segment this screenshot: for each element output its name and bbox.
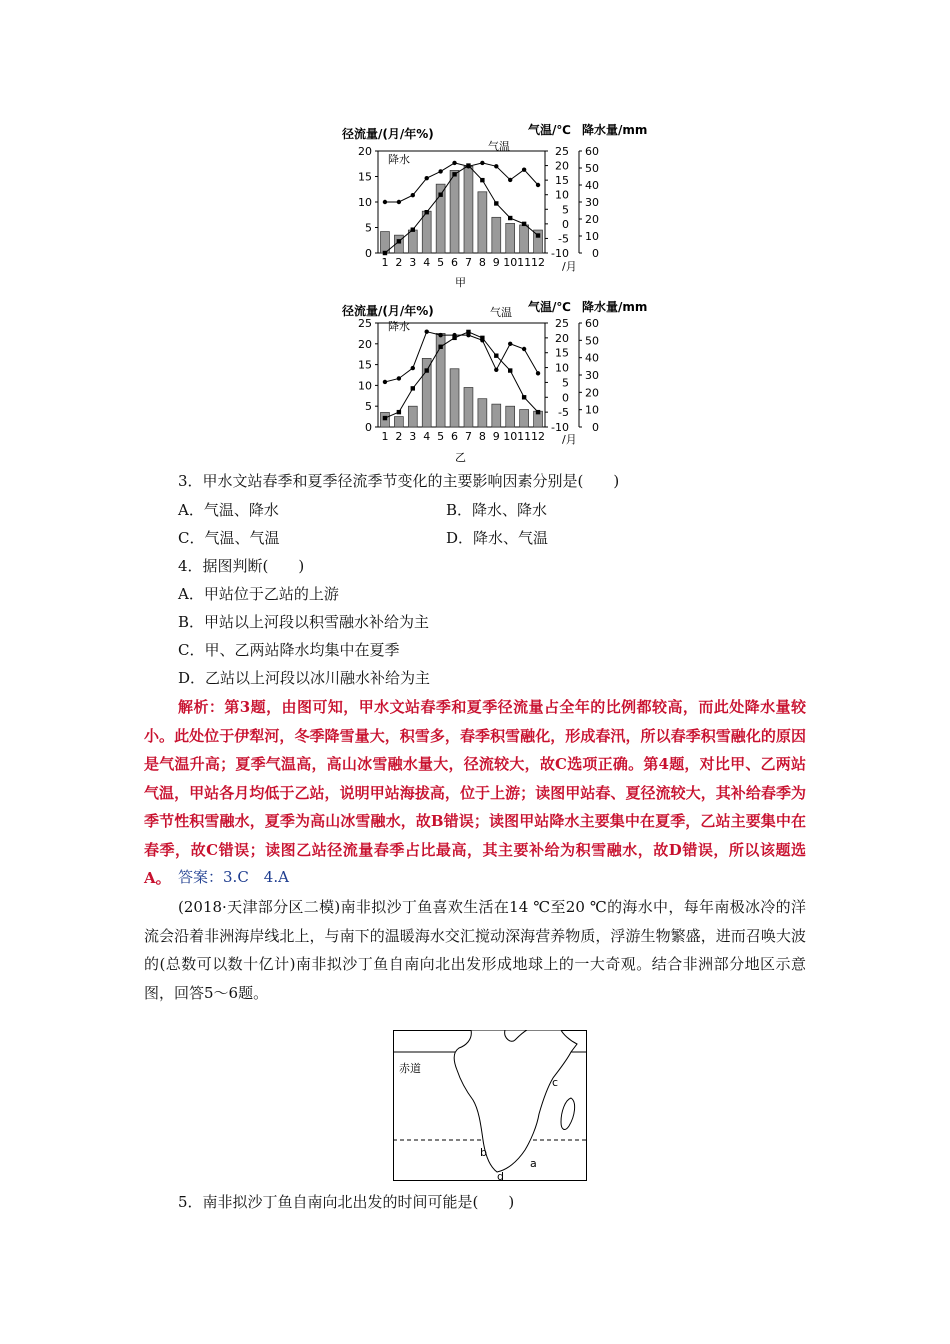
precip-tick-label: 50 — [585, 162, 599, 175]
temp-point — [383, 416, 387, 420]
month-label: 3 — [409, 256, 417, 269]
y-right-label: 降水量/mm — [582, 300, 648, 314]
temp-point — [466, 163, 470, 167]
temp-tick-label: 20 — [555, 159, 569, 173]
temp-point — [397, 239, 401, 243]
runoff-bar — [520, 410, 529, 427]
map-label-b: b — [480, 1146, 487, 1159]
temp-point — [411, 227, 415, 231]
temp-line — [385, 166, 538, 253]
precip-point — [536, 183, 540, 187]
question-5-stem: 5．南非拟沙丁鱼自南向北出发的时间可能是( ) — [178, 1193, 515, 1211]
q4-option-c: C．甲、乙两站降水均集中在夏季 — [178, 641, 400, 659]
y-left-label: 径流量/(月/年%) — [342, 304, 434, 318]
temp-tick-label: -5 — [558, 406, 569, 420]
precip-tick-label: 0 — [592, 421, 599, 434]
runoff-tick-label: 5 — [365, 400, 372, 414]
runoff-bar — [422, 211, 431, 253]
precip-tick-label: 0 — [592, 247, 599, 260]
month-label: 12 — [531, 430, 546, 443]
precip-tick-label: 30 — [585, 369, 599, 382]
temp-point — [522, 395, 526, 399]
precip-point — [397, 376, 401, 380]
temp-point — [480, 336, 484, 340]
precip-point — [425, 329, 429, 333]
question-3-stem: 3．甲水文站春季和夏季径流季节变化的主要影响因素分别是( ) — [178, 472, 620, 490]
y-mid-label: 气温/℃ — [528, 123, 571, 137]
precip-point — [425, 176, 429, 180]
map-label-a: a — [530, 1157, 537, 1170]
temp-tick-label: 20 — [555, 331, 569, 345]
precip-tick-label: 40 — [585, 351, 599, 365]
month-label: 4 — [423, 256, 431, 269]
precip-point — [438, 333, 442, 337]
month-label: 11 — [517, 430, 532, 443]
runoff-tick-label: 25 — [358, 317, 372, 330]
temp-point — [536, 410, 540, 414]
answer-label: 答案 — [178, 868, 209, 886]
runoff-bar — [464, 166, 473, 253]
runoff-bar — [506, 406, 515, 427]
precip-tick-label: 20 — [585, 386, 599, 400]
temp-point — [508, 368, 512, 372]
temp-tick-label: 15 — [555, 346, 569, 360]
precip-line — [385, 332, 538, 382]
temp-tick-label: 0 — [562, 217, 569, 231]
month-label: 8 — [478, 430, 486, 443]
runoff-tick-label: 20 — [358, 145, 372, 158]
precip-point — [452, 161, 456, 165]
precip-point — [508, 342, 512, 346]
runoff-bar — [450, 369, 459, 427]
runoff-chart-yi — [340, 297, 670, 467]
temp-tick-label: 5 — [562, 203, 569, 217]
month-label: 8 — [478, 256, 486, 269]
y-mid-label: 气温/℃ — [528, 300, 571, 314]
temp-point — [438, 193, 442, 197]
equator-label: 赤道 — [399, 1062, 421, 1075]
temp-tick-label: 10 — [555, 188, 569, 202]
precip-tick-label: 50 — [585, 334, 599, 348]
temp-tick-label: -5 — [558, 232, 569, 246]
map-label-d: d — [497, 1170, 504, 1181]
temp-point — [480, 178, 484, 182]
temp-tick-label: 0 — [562, 391, 569, 405]
precip-point — [522, 347, 526, 351]
temp-point — [494, 201, 498, 205]
precip-point — [411, 366, 415, 370]
analysis-label: 解析 — [178, 698, 209, 716]
runoff-tick-label: 5 — [365, 221, 372, 235]
temp-tick-label: -10 — [551, 247, 569, 260]
analysis-text: ：第3题，由图可知，甲水文站春季和夏季径流量占全年的比例都较高，而此处降水量较小。此处位于伊犁河，冬季降雪量大，积雪多，春季积雪融化，形成春汛，所以春季积雪融化的原因是气温升高；夏季气温高，高山冰雪融水量大，径流较大，故C选项正确。第4题，对比甲、乙两站气温，甲站各月均低于乙站，说明甲站海拔高，位于上游；读图甲站春、夏径流较大，其补给春季为季节性积雪融水，夏季为高山冰雪融水，故B错误；读图甲站降水主要集中在夏季，乙站主要集中在春季，故C错误；读图乙站径流量春季占比最高，其主要补给为积雪融水，故D错误，所以该题选A。 — [144, 698, 806, 887]
answer-text: ：3.C 4.A — [208, 868, 289, 886]
month-label: 5 — [437, 430, 445, 443]
runoff-tick-label: 10 — [358, 196, 372, 209]
runoff-bar — [408, 406, 417, 427]
month-label: 5 — [437, 256, 445, 269]
q4-option-a: A．甲站位于乙站的上游 — [178, 585, 339, 603]
month-label: 10 — [503, 430, 518, 443]
precip-tick-label: 10 — [585, 230, 599, 243]
africa-map-svg — [393, 1030, 587, 1181]
precip-tick-label: 10 — [585, 403, 599, 417]
precip-tick-label: 60 — [585, 145, 599, 158]
runoff-bar — [450, 170, 459, 253]
passage-paragraph: (2018·天津部分区二模)南非拟沙丁鱼喜欢生活在14 ℃至20 ℃的海水中，每年南极冰冷的洋流会沿着非洲海岸线北上，与南下的温暖海水交汇搅动深海营养物质，浮游生物繁盛，进而召唤大波的(总数可以数十亿计)南非拟沙丁鱼自南向北出发形成地球上的一大奇观。结合非洲部分地区示意图，回答5～6题。 — [144, 898, 806, 1002]
runoff-bar — [492, 217, 501, 253]
runoff-tick-label: 0 — [365, 247, 372, 260]
q3-option-b: B．降水、降水 — [446, 501, 548, 519]
runoff-bar — [492, 404, 501, 427]
month-label: 11 — [517, 256, 532, 269]
temp-point — [522, 222, 526, 226]
q3-option-c: C．气温、气温 — [178, 529, 280, 547]
runoff-tick-label: 15 — [358, 170, 372, 184]
month-label: 1 — [381, 256, 389, 269]
q3-option-a: A．气温、降水 — [178, 501, 279, 519]
temp-tick-label: 5 — [562, 376, 569, 390]
precip-point — [383, 200, 387, 204]
temp-series-label: 气温 — [488, 140, 510, 153]
month-label: 6 — [451, 256, 459, 269]
precip-point — [494, 164, 498, 168]
precip-point — [494, 368, 498, 372]
temp-tick-label: 25 — [555, 317, 569, 330]
precip-point — [480, 161, 484, 165]
temp-series-label: 气温 — [490, 306, 512, 319]
precip-tick-label: 20 — [585, 213, 599, 226]
temp-tick-label: 25 — [555, 145, 569, 158]
runoff-tick-label: 15 — [358, 358, 372, 372]
precip-point — [522, 168, 526, 172]
runoff-bar — [478, 192, 487, 253]
temp-point — [438, 345, 442, 349]
precip-point — [438, 169, 442, 173]
month-label: 9 — [492, 430, 500, 443]
temp-point — [508, 216, 512, 220]
month-label: 4 — [423, 430, 431, 443]
month-label: 9 — [492, 256, 500, 269]
month-label: 3 — [409, 430, 417, 443]
answer-line — [144, 863, 806, 892]
precip-series-label: 降水 — [388, 153, 410, 166]
precip-point — [508, 178, 512, 182]
temp-point — [425, 210, 429, 214]
temp-point — [397, 410, 401, 414]
q3-option-d: D．降水、气温 — [446, 529, 549, 547]
q4-option-b: B．甲站以上河段以积雪融水补给为主 — [178, 613, 430, 631]
runoff-tick-label: 0 — [365, 421, 372, 434]
africa-map — [393, 1030, 587, 1181]
month-label: 12 — [531, 256, 546, 269]
runoff-tick-label: 20 — [358, 337, 372, 351]
runoff-bar — [520, 225, 529, 253]
precip-point — [383, 380, 387, 384]
chart-caption: 乙 — [455, 451, 466, 464]
temp-point — [383, 251, 387, 255]
precip-point — [536, 371, 540, 375]
month-label: 10 — [503, 256, 518, 269]
y-right-label: 降水量/mm — [582, 123, 648, 137]
y-left-label: 径流量/(月/年%) — [342, 127, 434, 141]
map-label-c: c — [552, 1076, 559, 1089]
temp-point — [452, 172, 456, 176]
runoff-bar — [506, 223, 515, 253]
question-4-stem: 4．据图判断( ) — [178, 557, 305, 575]
q4-option-d: D．乙站以上河段以冰川融水补给为主 — [178, 669, 431, 687]
precip-tick-label: 30 — [585, 196, 599, 209]
runoff-chart-jia — [340, 120, 670, 290]
month-label: 7 — [464, 256, 472, 269]
x-unit-label: /月 — [562, 260, 577, 273]
temp-point — [425, 368, 429, 372]
temp-point — [536, 233, 540, 237]
x-unit-label: /月 — [562, 433, 577, 446]
temp-tick-label: -10 — [551, 421, 569, 434]
month-label: 2 — [395, 430, 403, 443]
chart-caption: 甲 — [455, 276, 466, 289]
temp-line — [385, 332, 538, 418]
temp-point — [494, 353, 498, 357]
runoff-bar — [464, 387, 473, 427]
month-label: 1 — [381, 430, 389, 443]
precip-tick-label: 60 — [585, 317, 599, 330]
precip-point — [411, 193, 415, 197]
temp-point — [411, 386, 415, 390]
runoff-bar — [408, 230, 417, 253]
month-label: 7 — [464, 430, 472, 443]
precip-line — [385, 163, 538, 202]
month-label: 6 — [451, 430, 459, 443]
precip-point — [397, 200, 401, 204]
runoff-bar — [394, 417, 403, 427]
runoff-tick-label: 10 — [358, 379, 372, 393]
temp-point — [452, 336, 456, 340]
temp-point — [466, 330, 470, 334]
runoff-bar — [478, 399, 487, 427]
precip-tick-label: 40 — [585, 179, 599, 192]
chart-yi-svg — [340, 297, 670, 467]
month-label: 2 — [395, 256, 403, 269]
temp-tick-label: 10 — [555, 361, 569, 375]
chart-jia-svg — [340, 120, 670, 290]
precip-series-label: 降水 — [388, 320, 410, 333]
temp-tick-label: 15 — [555, 174, 569, 188]
